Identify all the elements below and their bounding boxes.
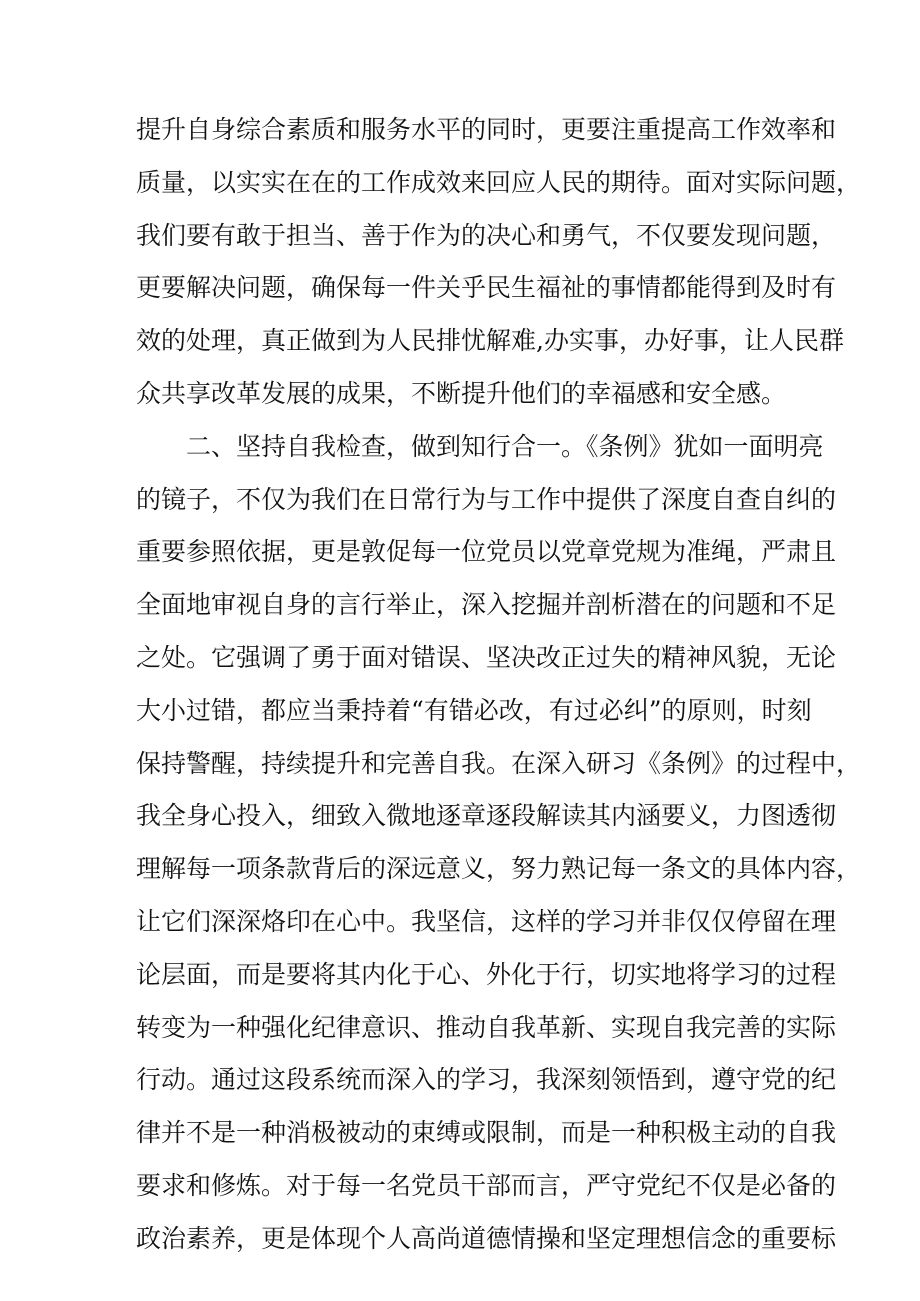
text-line: 大小过错，都应当秉持着“有错必改，有过必纠”的原则，时刻	[136, 695, 812, 725]
text-line: 要求和修炼。对于每一名党员干部而言，严守党纪不仅是必备的	[136, 1170, 837, 1200]
text-line: 众共享改革发展的成果，不断提升他们的幸福感和安全感。	[136, 378, 787, 408]
text-line: 让它们深深烙印在心中。我坚信，这样的学习并非仅仅停留在理	[136, 906, 837, 936]
text-line: 重要参照依据，更是敦促每一位党员以党章党规为准绳，严肃且	[136, 537, 837, 567]
text-line: 更要解决问题，确保每一件关乎民生福祉的事情都能得到及时有	[136, 273, 837, 303]
text-line: 质量，以实实在在的工作成效来回应人民的期待。面对实际问题，	[136, 167, 862, 197]
paragraph-continued	[136, 104, 862, 421]
text-line: 政治素养，更是体现个人高尚道德情操和坚定理想信念的重要标	[136, 1223, 837, 1253]
section-heading-line: 二、坚持自我检查，做到知行合一。《条例》犹如一面明亮	[186, 431, 824, 461]
document-body	[136, 104, 862, 1266]
text-line: 的镜子，不仅为我们在日常行为与工作中提供了深度自查自纠的	[136, 484, 837, 514]
text-line: 之处。它强调了勇于面对错误、坚决改正过失的精神风貌，无论	[136, 642, 837, 672]
text-line: 论层面，而是要将其内化于心、外化于行，切实地将学习的过程	[136, 959, 837, 989]
text-line: 提升自身综合素质和服务水平的同时，更要注重提高工作效率和	[136, 115, 837, 144]
text-line: 行动。通过这段系统而深入的学习，我深刻领悟到，遵守党的纪	[136, 1065, 837, 1095]
text-line: 我全身心投入，细致入微地逐章逐段解读其内涵要义，力图透彻	[136, 801, 837, 831]
text-line: 我们要有敢于担当、善于作为的决心和勇气，不仅要发现问题，	[136, 220, 837, 250]
text-line: 效的处理，真正做到为人民排忧解难,办实事，办好事，让人民群	[136, 326, 844, 356]
text-line: 保持警醒，持续提升和完善自我。在深入研习《条例》的过程中，	[136, 748, 862, 778]
text-line: 转变为一种强化纪律意识、推动自我革新、实现自我完善的实际	[136, 1012, 837, 1042]
paragraph-section-two	[136, 421, 862, 1266]
text-line: 理解每一项条款背后的深远意义，努力熟记每一条文的具体内容，	[136, 854, 862, 884]
text-line: 律并不是一种消极被动的束缚或限制，而是一种积极主动的自我	[136, 1118, 837, 1148]
text-line: 全面地审视自身的言行举止，深入挖掘并剖析潜在的问题和不足	[136, 590, 837, 620]
